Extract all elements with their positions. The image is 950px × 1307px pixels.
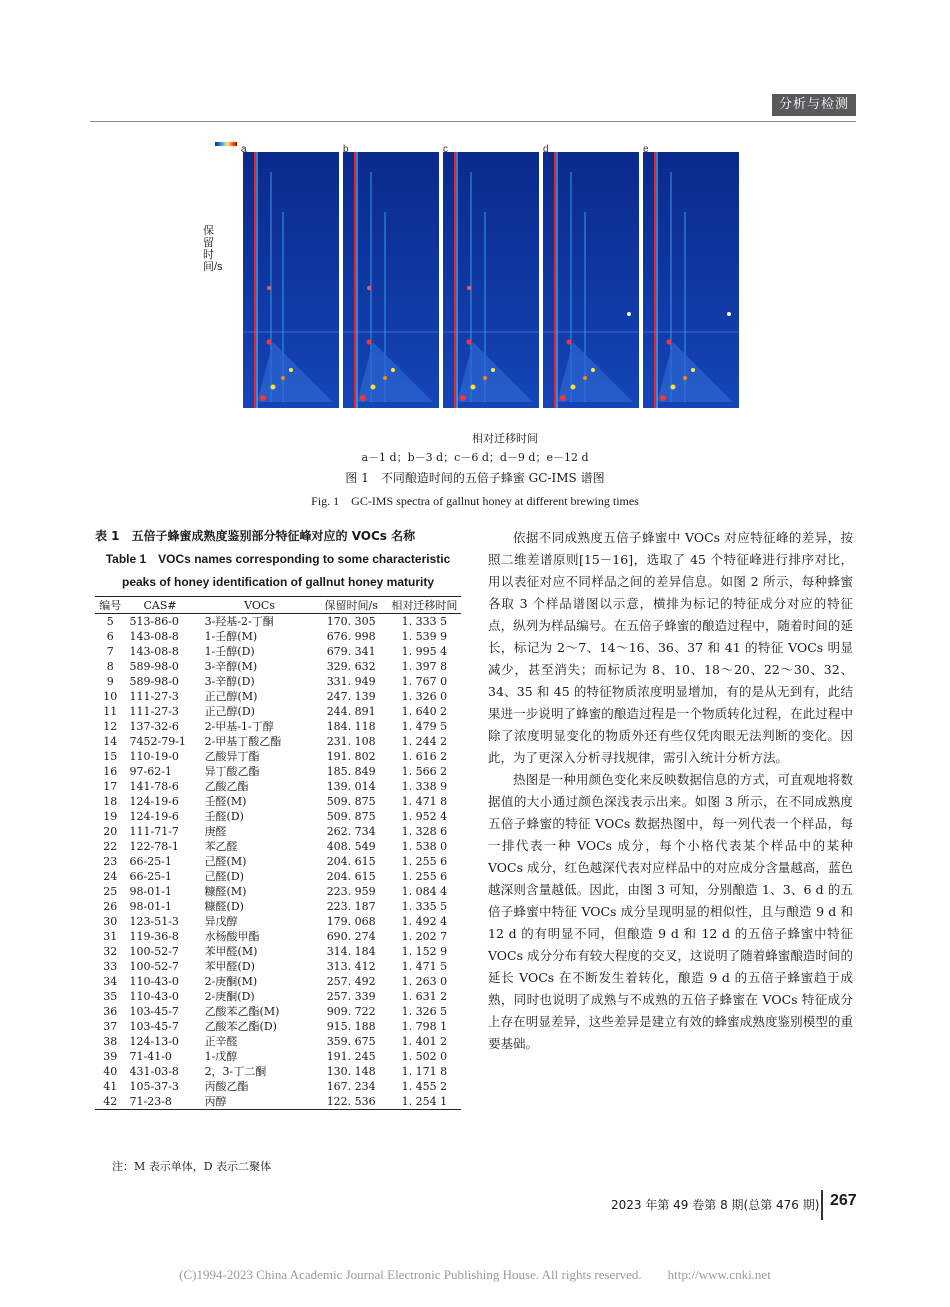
cell-retention-time: 408. 549 — [326, 840, 376, 853]
cell-retention-time: 690. 274 — [326, 930, 376, 943]
cell-drift-time: 1. 471 8 — [401, 795, 448, 808]
cell-drift-time: 1. 202 7 — [401, 930, 448, 943]
cell-id: 9 — [106, 675, 114, 688]
cell-retention-time: 244. 891 — [326, 705, 376, 718]
cell-retention-time: 509. 875 — [326, 795, 376, 808]
paragraph: 热图是一种用颜色变化来反映数据信息的方式，可直观地将数据值的大小通过颜色深浅表示出来。如图 3 所示，在不同成熟度五倍子蜂蜜的特征 VOCs 数据热图中，每一列代表一个样品，每一排代表一种 VOCs 成分，每个小格代表某个样品中的某种 VOCs 成分，红色越深代表对应样品中的对应成分含量越高，蓝色越深则含量越低。因此，由图 3 可知，分别酿造 1、3、6 d 的五倍子蜂蜜中特征 VOCs 成分呈现明显的相似性，且与酿造 9 d 和 12 d 的有明显不同，但酿造 9 d 和 12 d 的五倍子蜂蜜中特征 VOCs 成分分布有较大程度的交叉，这说明了随着蜂蜜酿造时间的延长 VOCs 在不断发生着转化，酿造 9 d 的五倍子蜂蜜趋于成熟，同时也说明了成熟与不成熟的五倍子蜂蜜在 VOCs 特征成分上存在明显差异，这些差异是建立有效的蜂蜜成熟度鉴别模型的重要基础。 — [488, 772, 853, 1051]
cell-drift-time: 1. 326 5 — [401, 1005, 448, 1018]
cell-id: 26 — [103, 900, 118, 913]
cell-vocs: 壬醛(M) — [204, 795, 247, 808]
cell-cas: 124-13-0 — [129, 1035, 179, 1048]
table-row — [95, 734, 461, 749]
table-row — [95, 794, 461, 809]
table-row — [95, 689, 461, 704]
cell-cas: 119-36-8 — [129, 930, 179, 943]
cell-cas: 111-71-7 — [129, 825, 179, 838]
cell-cas: 97-62-1 — [129, 765, 172, 778]
cell-vocs: 己醛(D) — [204, 870, 244, 883]
cell-drift-time: 1. 328 6 — [401, 825, 448, 838]
cell-vocs: 乙酸异丁酯 — [204, 750, 260, 763]
cell-drift-time: 1. 631 2 — [401, 990, 448, 1003]
cell-id: 5 — [106, 615, 114, 628]
cell-vocs: 苯甲醛(D) — [204, 960, 255, 973]
cell-drift-time: 1. 539 9 — [401, 630, 448, 643]
table-row — [95, 974, 461, 989]
table-row — [95, 809, 461, 824]
cell-cas: 66-25-1 — [129, 855, 172, 868]
table-title-en: Table 1 VOCs names corresponding to some characteristic peaks of honey identification of gallnut honey maturity — [105, 552, 451, 589]
cell-vocs: 乙酸乙酯 — [204, 780, 249, 793]
cell-vocs: 3-羟基-2-丁酮 — [204, 615, 274, 628]
cell-retention-time: 509. 875 — [326, 810, 376, 823]
cell-id: 22 — [103, 840, 118, 853]
cell-vocs: 乙酸苯乙酯(D) — [204, 1020, 277, 1033]
cell-id: 16 — [103, 765, 118, 778]
table-row — [95, 1079, 461, 1094]
cell-id: 23 — [103, 855, 118, 868]
cell-vocs: 2-庚酮(M) — [204, 975, 258, 988]
table-row — [95, 989, 461, 1004]
cell-retention-time: 130. 148 — [326, 1065, 376, 1078]
cell-cas: 66-25-1 — [129, 870, 172, 883]
table-title-cn: 表 1 五倍子蜂蜜成熟度鉴别部分特征峰对应的 VOCs 名称 — [95, 529, 416, 543]
cell-cas: 105-37-3 — [129, 1080, 179, 1093]
cell-id: 38 — [103, 1035, 118, 1048]
cell-vocs: 正辛醛 — [204, 1035, 238, 1048]
cell-cas: 71-23-8 — [126, 1094, 191, 1110]
cell-cas: 513-86-0 — [129, 615, 179, 628]
cell-retention-time: 122. 536 — [315, 1094, 388, 1110]
cell-vocs: 乙酸苯乙酯(M) — [204, 1005, 280, 1018]
cell-retention-time: 679. 341 — [326, 645, 376, 658]
cell-retention-time: 676. 998 — [326, 630, 376, 643]
cell-drift-time: 1. 244 2 — [401, 735, 448, 748]
panel-e — [643, 152, 739, 416]
cell-cas: 110-19-0 — [129, 750, 179, 763]
cell-retention-time: 170. 305 — [326, 615, 376, 628]
cell-id: 30 — [103, 915, 118, 928]
cell-id: 31 — [103, 930, 118, 943]
panel-letter: d — [543, 144, 549, 155]
cell-retention-time: 167. 234 — [326, 1080, 376, 1093]
cell-retention-time: 139. 014 — [326, 780, 376, 793]
cell-drift-time: 1. 397 8 — [401, 660, 448, 673]
figure-caption-en: Fig. 1 GC-IMS spectra of gallnut honey at different brewing times — [311, 494, 639, 508]
cell-drift-time: 1. 952 4 — [401, 810, 448, 823]
cell-cas: 143-08-8 — [129, 630, 179, 643]
cell-vocs: 丙酸乙酯 — [204, 1080, 249, 1093]
cell-id: 8 — [106, 660, 114, 673]
cell-cas: 111-27-3 — [129, 705, 179, 718]
cell-retention-time: 231. 108 — [326, 735, 376, 748]
cell-vocs: 己醛(M) — [204, 855, 247, 868]
cell-cas: 589-98-0 — [129, 675, 179, 688]
table-row — [95, 1049, 461, 1064]
panel-c — [443, 152, 539, 416]
color-scale — [215, 142, 237, 146]
cell-cas: 141-78-6 — [129, 780, 179, 793]
gc-ims-spectra — [205, 140, 750, 420]
cell-retention-time: 915. 188 — [326, 1020, 376, 1033]
header-retention-time: 保留时间/s — [315, 597, 388, 614]
cell-vocs: 苯甲醛(M) — [204, 945, 258, 958]
panel-d — [543, 152, 639, 416]
table-row — [95, 749, 461, 764]
cell-cas: 124-19-6 — [129, 795, 179, 808]
table-row — [95, 959, 461, 974]
cell-cas: 110-43-0 — [129, 990, 179, 1003]
cell-drift-time: 1. 767 0 — [401, 675, 448, 688]
cell-retention-time: 909. 722 — [326, 1005, 376, 1018]
cell-retention-time: 329. 632 — [326, 660, 376, 673]
header-cas: CAS# — [126, 597, 191, 614]
cell-drift-time: 1. 152 9 — [401, 945, 448, 958]
cell-drift-time: 1. 566 2 — [401, 765, 448, 778]
cell-drift-time: 1. 538 0 — [401, 840, 448, 853]
cell-drift-time: 1. 401 2 — [401, 1035, 448, 1048]
cell-id: 37 — [103, 1020, 118, 1033]
cell-retention-time: 185. 849 — [326, 765, 376, 778]
cell-drift-time: 1. 798 1 — [401, 1020, 448, 1033]
cell-vocs: 3-辛醇(D) — [204, 675, 255, 688]
cell-retention-time: 179. 068 — [326, 915, 376, 928]
cell-vocs: 苯乙醛 — [204, 840, 238, 853]
section-tab: 分析与检测 — [772, 94, 856, 116]
table-row — [95, 839, 461, 854]
cell-id: 41 — [103, 1080, 118, 1093]
cell-vocs: 3-辛醇(M) — [204, 660, 258, 673]
cell-vocs: 水杨酸甲酯 — [204, 930, 260, 943]
cell-cas: 100-52-7 — [129, 960, 179, 973]
cell-drift-time: 1. 171 8 — [401, 1065, 448, 1078]
table-row — [95, 614, 461, 630]
copyright: (C)1994-2023 China Academic Journal Electronic Publishing House. All rights reserved. http://www.cnki.net — [179, 1267, 771, 1282]
cell-drift-time: 1. 995 4 — [401, 645, 448, 658]
cell-id: 15 — [103, 750, 118, 763]
cell-vocs: 正己醇(D) — [204, 705, 255, 718]
table-row — [95, 659, 461, 674]
cell-id: 35 — [103, 990, 118, 1003]
cell-cas: 431-03-8 — [129, 1065, 179, 1078]
voc-table — [95, 596, 461, 1110]
cell-retention-time: 223. 959 — [326, 885, 376, 898]
header-vocs: VOCs — [191, 597, 315, 614]
cell-id: 14 — [103, 735, 118, 748]
cell-vocs: 丙醇 — [191, 1094, 315, 1110]
figure-ylabel: 保留时间/s — [203, 225, 223, 273]
paragraph: 依据不同成熟度五倍子蜂蜜中 VOCs 对应特征峰的差异，按照二维差谱原则[15－16]，选取了 45 个特征峰进行排序对比，用以表征对应不同样品之间的差异信息。如图 2 所示，每种蜂蜜各取 3 个样品谱图以示意，横排为标记的特征成分对应的特征点，纵列为样品编号。在五倍子蜂蜜的酿造过程中，随着时间的延长，标记为 2～7、14～16、36、37 和 41 的特征 VOCs 明显减少，甚至消失；而标记为 8、10、18～20、22～30、32、34、35 和 45 的特征物质浓度明显增加，有的是从无到有，此结果进一步说明了蜂蜜的酿造过程是一个物质转化过程，在此过程中除了浓度明显变化的物质外还有些仅凭肉眼无法判断的变化。因此，为了更深入分析寻找规律，需引入统计分析方法。 — [488, 530, 853, 765]
cell-cas: 123-51-3 — [129, 915, 179, 928]
cell-retention-time: 223. 187 — [326, 900, 376, 913]
cell-drift-time: 1. 640 2 — [401, 705, 448, 718]
table-row — [95, 779, 461, 794]
cell-retention-time: 257. 339 — [326, 990, 376, 1003]
table-row — [95, 944, 461, 959]
cell-drift-time: 1. 263 0 — [401, 975, 448, 988]
cell-vocs: 糠醛(M) — [204, 885, 247, 898]
cell-retention-time: 247. 139 — [326, 690, 376, 703]
cell-drift-time: 1. 326 0 — [401, 690, 448, 703]
table-row — [95, 1004, 461, 1019]
table-row — [95, 704, 461, 719]
issue-info: 2023 年第 49 卷第 8 期(总第 476 期) — [611, 1198, 820, 1212]
cell-retention-time: 191. 245 — [326, 1050, 376, 1063]
cell-id: 25 — [103, 885, 118, 898]
cell-vocs: 2，3-丁二酮 — [204, 1065, 267, 1078]
cell-drift-time: 1. 255 6 — [401, 855, 448, 868]
cell-retention-time: 313. 412 — [326, 960, 376, 973]
cell-drift-time: 1. 255 6 — [401, 870, 448, 883]
cell-cas: 111-27-3 — [129, 690, 179, 703]
cell-id: 11 — [103, 705, 118, 718]
cell-vocs: 正己醇(M) — [204, 690, 258, 703]
cell-cas: 71-41-0 — [129, 1050, 172, 1063]
table-row — [95, 854, 461, 869]
table-header-row — [95, 597, 461, 614]
figure-legend: a－1 d；b－3 d；c－6 d；d－9 d；e－12 d — [361, 451, 589, 464]
panel-letter: a — [241, 144, 247, 155]
cell-retention-time: 184. 118 — [326, 720, 376, 733]
cell-cas: 143-08-8 — [129, 645, 179, 658]
header-id: 编号 — [95, 597, 126, 614]
cell-vocs: 庚醛 — [204, 825, 227, 838]
panel-a — [243, 152, 339, 416]
panel-b — [343, 152, 439, 416]
figure-caption-cn: 图 1 不同酿造时间的五倍子蜂蜜 GC-IMS 谱图 — [345, 471, 605, 485]
cell-vocs: 异丁酸乙酯 — [204, 765, 260, 778]
cell-cas: 589-98-0 — [129, 660, 179, 673]
panel-letter: e — [643, 144, 649, 155]
cell-id: 32 — [103, 945, 118, 958]
table-row — [95, 764, 461, 779]
table-row — [95, 1034, 461, 1049]
cell-drift-time: 1. 338 9 — [401, 780, 448, 793]
gc-ims-figure — [205, 140, 750, 420]
figure-xlabel: 相对迁移时间 — [472, 433, 538, 445]
cell-drift-time: 1. 471 5 — [401, 960, 448, 973]
cell-vocs: 1-戊醇 — [204, 1050, 238, 1063]
cell-cas: 7452-79-1 — [129, 735, 186, 748]
cell-id: 18 — [103, 795, 118, 808]
cell-id: 19 — [103, 810, 118, 823]
cell-id: 17 — [103, 780, 118, 793]
panel-letter: b — [343, 144, 349, 155]
cell-cas: 122-78-1 — [129, 840, 179, 853]
table-row — [95, 824, 461, 839]
cell-vocs: 异戊醇 — [204, 915, 238, 928]
cell-vocs: 1-壬醇(M) — [204, 630, 258, 643]
cell-retention-time: 359. 675 — [326, 1035, 376, 1048]
cell-drift-time: 1. 455 2 — [401, 1080, 448, 1093]
cell-cas: 100-52-7 — [129, 945, 179, 958]
cell-drift-time: 1. 502 0 — [401, 1050, 448, 1063]
cell-id: 6 — [106, 630, 114, 643]
cell-id: 12 — [103, 720, 118, 733]
cell-cas: 98-01-1 — [129, 900, 172, 913]
cell-drift-time: 1. 479 5 — [401, 720, 448, 733]
table-row — [95, 899, 461, 914]
header-drift-time: 相对迁移时间 — [388, 597, 461, 614]
cell-cas: 137-32-6 — [129, 720, 179, 733]
cell-id: 36 — [103, 1005, 118, 1018]
cell-id: 42 — [95, 1094, 126, 1110]
cell-retention-time: 204. 615 — [326, 870, 376, 883]
cell-retention-time: 257. 492 — [326, 975, 376, 988]
footer-divider — [821, 1190, 823, 1220]
cell-vocs: 壬醛(D) — [204, 810, 244, 823]
cell-cas: 124-19-6 — [129, 810, 179, 823]
page-number: 267 — [830, 1192, 857, 1209]
table-row — [95, 914, 461, 929]
cell-drift-time: 1. 492 4 — [401, 915, 448, 928]
table-row — [95, 629, 461, 644]
table-row — [95, 884, 461, 899]
section-rule — [90, 121, 856, 122]
cell-id: 7 — [106, 645, 114, 658]
cell-retention-time: 331. 949 — [326, 675, 376, 688]
table-row — [95, 1019, 461, 1034]
table-row — [95, 674, 461, 689]
cell-id: 10 — [103, 690, 118, 703]
cell-vocs: 2-甲基-1-丁醇 — [204, 720, 274, 733]
cell-vocs: 2-庚酮(D) — [204, 990, 255, 1003]
table-row — [95, 644, 461, 659]
cell-id: 40 — [103, 1065, 118, 1078]
table-row — [95, 869, 461, 884]
table-row — [95, 929, 461, 944]
table-row — [95, 1094, 461, 1110]
cell-vocs: 2-甲基丁酸乙酯 — [204, 735, 282, 748]
cell-cas: 103-45-7 — [129, 1005, 179, 1018]
cell-id: 33 — [103, 960, 118, 973]
table-row — [95, 719, 461, 734]
cell-cas: 98-01-1 — [129, 885, 172, 898]
cell-vocs: 1-壬醇(D) — [204, 645, 255, 658]
cell-id: 20 — [103, 825, 118, 838]
cell-id: 24 — [103, 870, 118, 883]
cell-cas: 110-43-0 — [129, 975, 179, 988]
body-text — [488, 527, 853, 1055]
cell-retention-time: 191. 802 — [326, 750, 376, 763]
table-note: 注：M 表示单体，D 表示二聚体 — [112, 1160, 272, 1173]
cell-vocs: 糠醛(D) — [204, 900, 244, 913]
cell-id: 34 — [103, 975, 118, 988]
cell-id: 39 — [103, 1050, 118, 1063]
cell-drift-time: 1. 254 1 — [388, 1094, 461, 1110]
cell-drift-time: 1. 616 2 — [401, 750, 448, 763]
cell-retention-time: 314. 184 — [326, 945, 376, 958]
cell-drift-time: 1. 333 5 — [401, 615, 448, 628]
cell-drift-time: 1. 084 4 — [401, 885, 448, 898]
cell-retention-time: 204. 615 — [326, 855, 376, 868]
cell-drift-time: 1. 335 5 — [401, 900, 448, 913]
cell-cas: 103-45-7 — [129, 1020, 179, 1033]
cell-retention-time: 262. 734 — [326, 825, 376, 838]
table-row — [95, 1064, 461, 1079]
panel-letter: c — [443, 144, 448, 155]
